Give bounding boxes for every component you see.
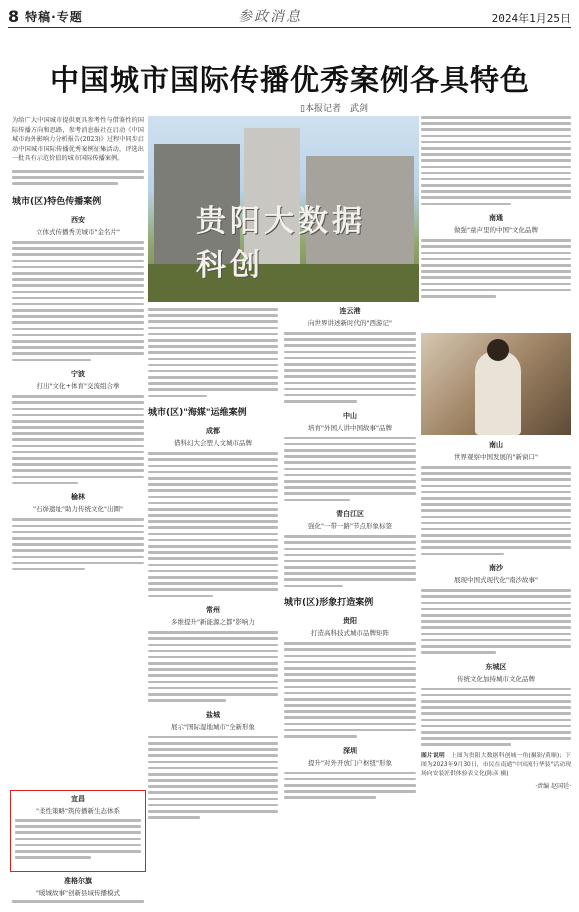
case-place: 南沙 [489,564,503,573]
body-text [421,239,571,297]
body-text [284,535,416,587]
case-title: "石峁遗址"助力传统文化"出圈" [33,505,123,514]
case-title: "暖城故事"创新县域传播模式 [36,889,120,897]
case-place: 连云港 [339,307,361,315]
body-text [12,170,144,185]
page-number: 8 [8,7,20,26]
case-place: 东城区 [485,662,507,671]
case-place: 盐城 [206,710,220,719]
case-zhongshan [284,411,416,501]
body-text [12,900,144,903]
case-place: 南通 [489,214,503,223]
body-text [12,518,144,570]
case-title: 打造高科技式城市品牌矩阵 [311,629,389,638]
body-text [284,332,416,403]
section-heading-2: 城市(区)"海媒"运维案例 [148,408,247,419]
building-sign: 贵阳大数据科创 [196,204,366,283]
body-text [12,241,144,361]
section-name: 特稿·专题 [25,10,83,24]
case-place: 成都 [206,427,220,436]
case-place: 南山 [489,441,503,449]
case-xian [12,215,144,361]
event-photo [421,333,571,435]
case-ningbo [12,369,144,484]
photo-caption: 图片说明 上图为贵阳大数据科创城一角(摄影/黄顺)；下图为2023年9月30日，市民在南通"中国流行华装"活动现场向安装匠供体验表文化(陈彦 摄) [421,752,571,777]
body-text [421,466,571,555]
body-text [284,642,416,737]
column-3 [284,306,416,799]
case-place: 宁波 [71,370,85,379]
body-text [284,772,416,799]
case-place: 准格尔旗 [64,877,92,885]
case-title: 展示"国际湿地城市"全新形象 [171,722,255,731]
highlighted-case-yichang [10,790,146,872]
case-title: 世界观察中国发展的"新窗口" [454,453,538,461]
case-jungar [12,876,144,903]
column-1 [12,116,144,570]
editor-credit: ·责编 赵国廷· [535,782,571,790]
masthead [8,6,571,28]
case-place: 贵阳 [343,617,357,626]
case-title: 强化"一带一路"节点形象标签 [308,522,392,531]
case-place: 榆林 [71,493,85,502]
case-title: 提升"对外开放门户枢纽"形象 [308,758,392,767]
case-nantong [421,213,571,297]
body-text [421,589,571,653]
case-title: 培育"外国人讲中国故事"品牌 [308,423,392,432]
case-nanshan [421,440,571,555]
case-place: 深圳 [343,746,357,755]
byline: ▯本报记者 武剑 [300,104,368,114]
case-yulin [12,492,144,570]
body-text [148,452,278,597]
column-2 [148,308,278,819]
case-shenzhen [284,746,416,799]
body-text [148,308,278,397]
headline: 中国城市国际传播优秀案例各具特色 [49,63,530,97]
issue-date: 2024年1月25日 [491,12,571,25]
body-text [15,819,141,859]
intro-text: 为给广大中国城市提供更具参考性与借鉴性的国际传播方向和思路，参考消息报社在启动《中国城市海外影响力分析报告(2023)》过程中同步启动中国城市国际传播优秀案例征集活动，评选出一批具有示范价值的城市国际传播案例。 [12,117,144,163]
body-text [421,116,571,205]
body-text [12,395,144,484]
case-place: 常州 [206,606,220,615]
case-place: 青白江区 [336,510,364,519]
body-text [148,631,278,702]
case-qingbaijiang [284,509,416,587]
body-text [284,437,416,501]
body-text [148,736,278,819]
section-heading-3: 城市(区)形象打造案例 [284,598,374,609]
section-heading-1: 城市(区)特色传播案例 [12,197,102,208]
case-title: 打出"文化+体育"交流组合拳 [36,382,120,391]
case-lianyungang [284,306,416,403]
case-chengdu [148,426,278,597]
case-title: 做强"童声里的中国"文化品牌 [454,226,538,235]
case-guiyang [284,616,416,737]
case-nansha [421,563,571,653]
case-place: 中山 [343,411,357,420]
case-yancheng [148,710,278,819]
city-photo [148,116,419,302]
case-title: 展现中国式现代化"南沙故事" [454,576,538,585]
case-title: 借科幻大会塑人文城市品牌 [174,439,252,448]
case-title: "柔性策略"筑传播新生态体系 [36,807,120,815]
body-text [421,688,571,746]
case-dongcheng [421,662,571,746]
case-title: 向世界讲述新时代的"西游记" [308,319,392,327]
paper-name: 参政消息 [238,9,302,25]
column-4 [421,116,571,298]
case-title: 传统文化加持城市文化品牌 [457,674,535,683]
case-place: 西安 [71,216,85,225]
case-title: 立体式传播秀美城市"金名片" [36,228,120,237]
column-4-lower [421,440,571,791]
case-changzhou [148,605,278,702]
case-title: 多维提升"新能源之都"影响力 [171,618,255,627]
case-place: 宜昌 [71,795,85,803]
